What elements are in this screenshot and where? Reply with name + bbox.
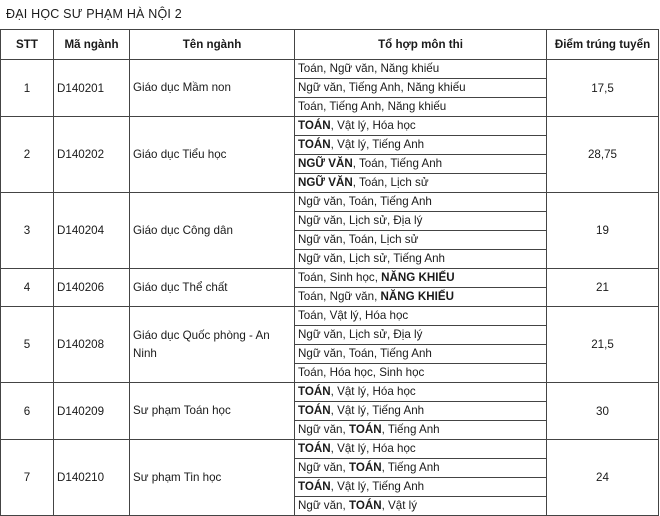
- combo-segment: Toán, Ngữ văn, Năng khiếu: [298, 62, 440, 75]
- combo-segment: Toán, Tiếng Anh, Năng khiếu: [298, 100, 447, 113]
- row-subject-combo: [295, 478, 547, 497]
- row-subject-combo: [295, 60, 547, 79]
- row-major-name: Giáo dục Mầm non: [130, 60, 295, 117]
- combo-segment: Ngữ văn,: [298, 423, 349, 436]
- row-subject-combo: [295, 345, 547, 364]
- table-row: [1, 117, 659, 136]
- combo-segment: NĂNG KHIẾU: [380, 290, 454, 303]
- table-row: [1, 193, 659, 212]
- combo-segment: Toán, Sinh học,: [298, 271, 382, 284]
- combo-segment: NGỮ VĂN: [298, 176, 353, 189]
- row-score: 21,5: [547, 307, 659, 383]
- combo-segment: TOÁN: [348, 499, 382, 512]
- row-subject-combo: [295, 117, 547, 136]
- table-row: [1, 307, 659, 326]
- header-code: Mã ngành: [54, 30, 130, 60]
- combo-segment: Ngữ văn, Toán, Tiếng Anh: [298, 195, 432, 208]
- combo-segment: TOÁN: [298, 138, 331, 151]
- header-score: Điểm trúng tuyển: [547, 30, 659, 60]
- row-stt: 3: [1, 193, 54, 269]
- row-subject-combo: [295, 307, 547, 326]
- combo-segment: TOÁN: [298, 480, 331, 493]
- row-subject-combo: [295, 269, 547, 288]
- row-score: 28,75: [547, 117, 659, 193]
- row-stt: 5: [1, 307, 54, 383]
- row-code: D140209: [54, 383, 130, 440]
- header-row: [1, 30, 659, 60]
- row-major-name: Giáo dục Thể chất: [130, 269, 295, 307]
- table-row: [1, 383, 659, 402]
- page-title: ĐẠI HỌC SƯ PHẠM HÀ NỘI 2: [6, 7, 182, 21]
- combo-segment: , Vật lý, Tiếng Anh: [330, 138, 425, 151]
- row-code: D140202: [54, 117, 130, 193]
- combo-segment: Toán, Hóa học, Sinh học: [298, 366, 425, 379]
- combo-segment: Ngữ văn, Lịch sử, Địa lý: [298, 328, 423, 341]
- row-major-name: Sư phạm Tin học: [130, 440, 295, 516]
- row-stt: 6: [1, 383, 54, 440]
- row-subject-combo: [295, 440, 547, 459]
- row-code: D140201: [54, 60, 130, 117]
- row-subject-combo: [295, 174, 547, 193]
- row-subject-combo: [295, 288, 547, 307]
- row-score: 21: [547, 269, 659, 307]
- row-subject-combo: [295, 98, 547, 117]
- combo-segment: , Vật lý, Hóa học: [330, 385, 416, 398]
- row-subject-combo: [295, 421, 547, 440]
- combo-segment: TOÁN: [348, 461, 382, 474]
- combo-segment: TOÁN: [298, 385, 331, 398]
- row-code: D140208: [54, 307, 130, 383]
- combo-segment: , Vật lý, Tiếng Anh: [330, 480, 425, 493]
- row-stt: 2: [1, 117, 54, 193]
- row-subject-combo: [295, 497, 547, 516]
- row-subject-combo: [295, 155, 547, 174]
- combo-segment: TOÁN: [348, 423, 382, 436]
- row-subject-combo: [295, 231, 547, 250]
- combo-segment: , Tiếng Anh: [381, 461, 440, 474]
- combo-segment: Ngữ văn, Toán, Lịch sử: [298, 233, 419, 246]
- combo-segment: , Vật lý, Hóa học: [330, 119, 416, 132]
- row-score: 24: [547, 440, 659, 516]
- row-subject-combo: [295, 250, 547, 269]
- row-subject-combo: [295, 459, 547, 478]
- row-stt: 4: [1, 269, 54, 307]
- combo-segment: , Toán, Lịch sử: [352, 176, 429, 189]
- row-major-name: Giáo dục Quốc phòng - An Ninh: [130, 307, 295, 383]
- row-score: 19: [547, 193, 659, 269]
- table-row: [1, 60, 659, 79]
- row-score: 30: [547, 383, 659, 440]
- combo-segment: , Toán, Tiếng Anh: [352, 157, 443, 170]
- row-code: D140204: [54, 193, 130, 269]
- combo-segment: TOÁN: [298, 404, 331, 417]
- row-subject-combo: [295, 364, 547, 383]
- header-major-name: Tên ngành: [130, 30, 295, 60]
- combo-segment: Ngữ văn, Toán, Tiếng Anh: [298, 347, 432, 360]
- row-score: 17,5: [547, 60, 659, 117]
- row-code: D140210: [54, 440, 130, 516]
- combo-segment: , Vật lý, Hóa học: [330, 442, 416, 455]
- row-stt: 7: [1, 440, 54, 516]
- row-code: D140206: [54, 269, 130, 307]
- header-subject-combo: Tổ hợp môn thi: [295, 30, 547, 60]
- combo-segment: Ngữ văn, Tiếng Anh, Năng khiếu: [298, 81, 466, 94]
- row-stt: 1: [1, 60, 54, 117]
- combo-segment: Ngữ văn,: [298, 499, 349, 512]
- admission-scores-table: [0, 29, 659, 516]
- combo-segment: TOÁN: [298, 119, 331, 132]
- combo-segment: Ngữ văn, Lịch sử, Địa lý: [298, 214, 423, 227]
- row-major-name: Giáo dục Công dân: [130, 193, 295, 269]
- row-major-name: Giáo dục Tiểu học: [130, 117, 295, 193]
- combo-segment: Toán, Vật lý, Hóa học: [298, 309, 409, 322]
- table-row: [1, 269, 659, 288]
- header-stt: STT: [1, 30, 54, 60]
- combo-segment: , Vật lý: [381, 499, 418, 512]
- combo-segment: , Vật lý, Tiếng Anh: [330, 404, 425, 417]
- combo-segment: NGỮ VĂN: [298, 157, 353, 170]
- row-subject-combo: [295, 193, 547, 212]
- combo-segment: TOÁN: [298, 442, 331, 455]
- row-subject-combo: [295, 79, 547, 98]
- table-row: [1, 440, 659, 459]
- combo-segment: Ngữ văn, Lịch sử, Tiếng Anh: [298, 252, 445, 265]
- combo-segment: Toán, Ngữ văn,: [298, 290, 381, 303]
- row-major-name: Sư phạm Toán học: [130, 383, 295, 440]
- row-subject-combo: [295, 212, 547, 231]
- combo-segment: NĂNG KHIẾU: [381, 271, 455, 284]
- row-subject-combo: [295, 326, 547, 345]
- row-subject-combo: [295, 383, 547, 402]
- row-subject-combo: [295, 136, 547, 155]
- combo-segment: Ngữ văn,: [298, 461, 349, 474]
- row-subject-combo: [295, 402, 547, 421]
- combo-segment: , Tiếng Anh: [381, 423, 440, 436]
